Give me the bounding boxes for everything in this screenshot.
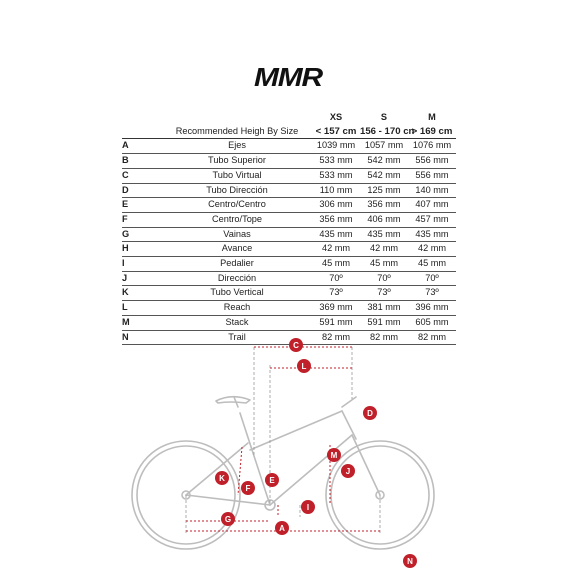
- geometry-letter: B: [122, 154, 162, 169]
- marker-d: [363, 406, 377, 420]
- geometry-measure-name: Trail: [162, 330, 312, 345]
- marker-g: [221, 512, 235, 526]
- geometry-letter: C: [122, 168, 162, 183]
- geometry-value-s: 82 mm: [360, 330, 408, 345]
- marker-m: [327, 448, 341, 462]
- size-header-s: S: [380, 112, 388, 122]
- geometry-value-m: 73º: [408, 286, 456, 301]
- geometry-row: [122, 212, 456, 227]
- geometry-value-s: 381 mm: [360, 301, 408, 316]
- geometry-value-s: 356 mm: [360, 198, 408, 213]
- stem: [342, 397, 356, 407]
- geometry-row: [122, 227, 456, 242]
- marker-label: F: [245, 484, 251, 493]
- marker-label: E: [269, 476, 275, 485]
- size-header-row: [122, 111, 456, 125]
- geometry-letter: K: [122, 286, 162, 301]
- geometry-value-m: 140 mm: [408, 183, 456, 198]
- geometry-value-m: 396 mm: [408, 301, 456, 316]
- geometry-value-m: 556 mm: [408, 168, 456, 183]
- geometry-value-xs: 306 mm: [312, 198, 360, 213]
- head-tube: [342, 411, 356, 439]
- geometry-letter: L: [122, 301, 162, 316]
- geometry-value-s: 406 mm: [360, 212, 408, 227]
- geometry-measure-name: Dirección: [162, 271, 312, 286]
- geometry-value-m: 1076 mm: [408, 139, 456, 154]
- chainstay: [186, 495, 270, 505]
- geometry-value-s: 125 mm: [360, 183, 408, 198]
- geometry-measure-name: Pedalier: [162, 257, 312, 272]
- geometry-value-xs: 1039 mm: [312, 139, 360, 154]
- geometry-value-s: 45 mm: [360, 257, 408, 272]
- geometry-letter: G: [122, 227, 162, 242]
- geometry-value-xs: 435 mm: [312, 227, 360, 242]
- geometry-row: [122, 271, 456, 286]
- geometry-row: [122, 139, 456, 154]
- marker-i: [301, 500, 315, 514]
- geometry-row: [122, 257, 456, 272]
- geometry-row: [122, 168, 456, 183]
- bike-geometry-diagram: [120, 335, 460, 575]
- top-tube: [250, 411, 342, 450]
- marker-label: A: [279, 524, 285, 533]
- recommended-height-s: 156 - 170 cn: [360, 125, 408, 139]
- marker-a: [275, 521, 289, 535]
- marker-label: D: [367, 409, 373, 418]
- marker-label: C: [293, 341, 299, 350]
- geometry-row: [122, 198, 456, 213]
- geometry-value-s: 1057 mm: [360, 139, 408, 154]
- geometry-measure-name: Tubo Virtual: [162, 168, 312, 183]
- geometry-value-m: 556 mm: [408, 154, 456, 169]
- geometry-value-xs: 533 mm: [312, 168, 360, 183]
- geometry-letter: J: [122, 271, 162, 286]
- geometry-value-xs: 82 mm: [312, 330, 360, 345]
- geometry-letter: D: [122, 183, 162, 198]
- marker-e: [265, 473, 279, 487]
- geometry-letter: H: [122, 242, 162, 257]
- recommended-height-row: [122, 125, 456, 139]
- geometry-value-xs: 110 mm: [312, 183, 360, 198]
- geometry-value-xs: 356 mm: [312, 212, 360, 227]
- geometry-value-m: 435 mm: [408, 227, 456, 242]
- geometry-value-s: 70º: [360, 271, 408, 286]
- geometry-letter: N: [122, 330, 162, 345]
- down-tube: [270, 435, 352, 505]
- recommended-height-label: Recommended Heigh By Size: [162, 125, 312, 139]
- geometry-value-xs: 70º: [312, 271, 360, 286]
- recommended-height-xs: < 157 cm: [312, 125, 360, 139]
- geometry-measure-name: Tubo Vertical: [162, 286, 312, 301]
- marker-n: [403, 554, 417, 568]
- geometry-letter: I: [122, 257, 162, 272]
- marker-label: I: [306, 503, 310, 512]
- geometry-value-s: 542 mm: [360, 168, 408, 183]
- geometry-value-s: 591 mm: [360, 315, 408, 330]
- geometry-row: [122, 286, 456, 301]
- marker-label: K: [219, 474, 225, 483]
- recommended-height-m: > 169 cm: [408, 125, 456, 139]
- geometry-value-s: 542 mm: [360, 154, 408, 169]
- geometry-table: [122, 111, 456, 345]
- geometry-value-xs: 533 mm: [312, 154, 360, 169]
- geometry-value-m: 42 mm: [408, 242, 456, 257]
- fork: [352, 435, 380, 495]
- size-header-xs: XS: [329, 112, 343, 122]
- geometry-value-s: 42 mm: [360, 242, 408, 257]
- dimension-markers: [215, 338, 417, 568]
- geometry-value-s: 435 mm: [360, 227, 408, 242]
- geometry-row: [122, 315, 456, 330]
- geometry-measure-name: Avance: [162, 242, 312, 257]
- geometry-value-m: 605 mm: [408, 315, 456, 330]
- geometry-measure-name: Tubo Superior: [162, 154, 312, 169]
- geometry-value-m: 457 mm: [408, 212, 456, 227]
- saddle: [216, 397, 250, 403]
- geometry-value-xs: 45 mm: [312, 257, 360, 272]
- geometry-letter: E: [122, 198, 162, 213]
- geometry-value-xs: 369 mm: [312, 301, 360, 316]
- geometry-value-s: 73º: [360, 286, 408, 301]
- geometry-value-xs: 73º: [312, 286, 360, 301]
- geometry-value-m: 70º: [408, 271, 456, 286]
- brand-logo-text: MMR: [254, 62, 322, 92]
- marker-j: [341, 464, 355, 478]
- geometry-value-m: 45 mm: [408, 257, 456, 272]
- geometry-letter: F: [122, 212, 162, 227]
- marker-label: L: [301, 362, 307, 371]
- geometry-row: [122, 242, 456, 257]
- marker-l: [297, 359, 311, 373]
- marker-k: [215, 471, 229, 485]
- geometry-value-m: 407 mm: [408, 198, 456, 213]
- geometry-measure-name: Tubo Dirección: [162, 183, 312, 198]
- marker-label: J: [345, 467, 351, 476]
- geometry-measure-name: Centro/Centro: [162, 198, 312, 213]
- geometry-value-xs: 591 mm: [312, 315, 360, 330]
- geometry-row: [122, 301, 456, 316]
- marker-label: G: [224, 515, 232, 524]
- marker-f: [241, 481, 255, 495]
- geometry-measure-name: Reach: [162, 301, 312, 316]
- geometry-measure-name: Centro/Tope: [162, 212, 312, 227]
- geometry-value-xs: 42 mm: [312, 242, 360, 257]
- geometry-measure-name: Vainas: [162, 227, 312, 242]
- brand-logo: [222, 62, 354, 92]
- geometry-letter: M: [122, 315, 162, 330]
- geometry-row: [122, 154, 456, 169]
- marker-c: [289, 338, 303, 352]
- geometry-measure-name: Ejes: [162, 139, 312, 154]
- geometry-value-m: 82 mm: [408, 330, 456, 345]
- geometry-measure-name: Stack: [162, 315, 312, 330]
- size-header-m: M: [428, 112, 436, 122]
- marker-label: M: [330, 451, 338, 460]
- geometry-row: [122, 183, 456, 198]
- geometry-letter: A: [122, 139, 162, 154]
- marker-label: N: [407, 557, 413, 566]
